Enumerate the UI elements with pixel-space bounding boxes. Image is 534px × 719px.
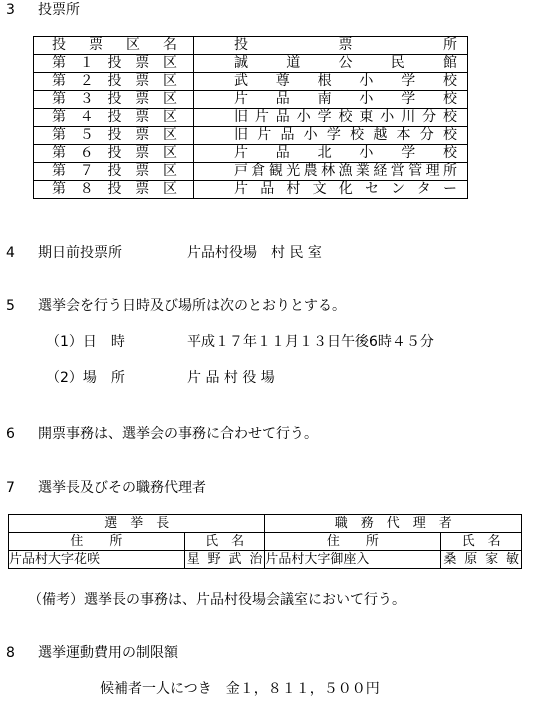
section-8-title: 選挙運動費用の制限額 — [38, 645, 178, 661]
officials-group-header-chair: 選 挙 長 — [9, 515, 265, 533]
officials-group-header-deputy: 職 務 代 理 者 — [265, 515, 522, 533]
polling-place-table — [33, 36, 468, 199]
polling-place-cell: 武尊根小学校 — [194, 73, 468, 91]
polling-table-row — [34, 91, 468, 109]
polling-table-row — [34, 181, 468, 199]
chair-address: 片品村大字花咲 — [9, 551, 185, 569]
officials-subheader-address-1: 住 所 — [9, 533, 185, 551]
polling-table-header — [34, 37, 468, 55]
section-4-title: 期日前投票所 — [38, 245, 122, 261]
district-cell: 第８投票区 — [34, 181, 194, 199]
section-4-number: 4 — [6, 245, 15, 261]
polling-table-row — [34, 109, 468, 127]
polling-place-cell: 旧片品小学校越本分校 — [194, 127, 468, 145]
district-cell: 第７投票区 — [34, 163, 194, 181]
section-5-title: 選挙会を行う日時及び場所は次のとおりとする。 — [38, 298, 346, 314]
section-6-title: 開票事務は、選挙会の事務に合わせて行う。 — [38, 426, 318, 442]
section-8-value: 候補者一人につき 金１，８１１，５００円 — [100, 681, 380, 697]
polling-place-cell: 片品村文化センター — [194, 181, 468, 199]
polling-place-cell: 投票所 — [194, 37, 468, 55]
polling-place-cell: 片品南小学校 — [194, 91, 468, 109]
district-cell: 第３投票区 — [34, 91, 194, 109]
section-5-item-1-label: （1）日 時 — [46, 334, 125, 350]
polling-table-row — [34, 145, 468, 163]
polling-place-cell: 片品北小学校 — [194, 145, 468, 163]
section-5-number: 5 — [6, 298, 15, 314]
officials-table — [8, 514, 522, 569]
section-5-item-2-value: 片 品 村 役 場 — [187, 370, 275, 386]
district-cell: 第６投票区 — [34, 145, 194, 163]
section-6-number: 6 — [6, 426, 15, 442]
officials-subheader-name-1: 氏 名 — [184, 533, 265, 551]
section-3-title: 投票所 — [38, 2, 80, 18]
polling-table-row — [34, 73, 468, 91]
section-5-item-1-value: 平成１７年１１月１３日午後6時４５分 — [187, 334, 434, 350]
section-4-value: 片品村役場 村 民 室 — [187, 245, 322, 261]
polling-table-row — [34, 163, 468, 181]
section-7-title: 選挙長及びその職務代理者 — [38, 480, 206, 496]
officials-subheader-name-2: 氏 名 — [441, 533, 522, 551]
section-8-number: 8 — [6, 645, 15, 661]
district-cell: 第１投票区 — [34, 55, 194, 73]
polling-table-row — [34, 127, 468, 145]
section-5-item-2-label: （2）場 所 — [46, 370, 125, 386]
polling-table-row — [34, 55, 468, 73]
polling-place-cell: 誠道公民館 — [194, 55, 468, 73]
district-cell: 第４投票区 — [34, 109, 194, 127]
polling-place-cell: 旧片品小学校東小川分校 — [194, 109, 468, 127]
district-cell: 投票区名 — [34, 37, 194, 55]
officials-subheader-address-2: 住 所 — [265, 533, 441, 551]
chair-name: 星野武治 — [184, 551, 265, 569]
note: （備考）選挙長の事務は、片品村役場会議室において行う。 — [28, 592, 406, 608]
deputy-address: 片品村大字御座入 — [265, 551, 441, 569]
district-cell: 第２投票区 — [34, 73, 194, 91]
deputy-name: 桑原家敏 — [441, 551, 522, 569]
polling-place-cell: 戸倉観光農林漁業経営管理所 — [194, 163, 468, 181]
section-3-number: 3 — [6, 2, 15, 18]
district-cell: 第５投票区 — [34, 127, 194, 145]
section-7-number: 7 — [6, 480, 15, 496]
